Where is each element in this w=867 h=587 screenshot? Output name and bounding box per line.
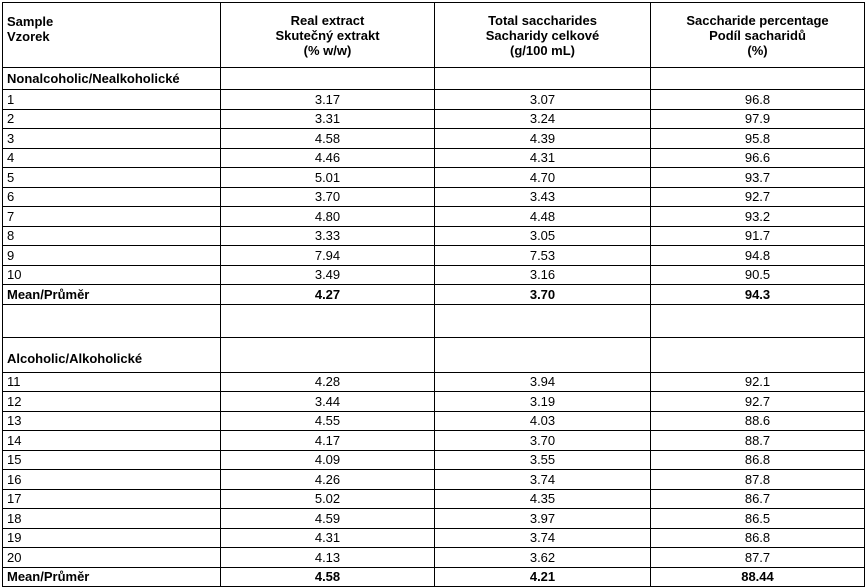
saccharide-percentage-cell: 96.6 <box>651 148 865 168</box>
total-saccharides-cell: 3.16 <box>435 265 651 285</box>
mean-label: Mean/Průměr <box>3 285 221 305</box>
saccharide-percentage-cell: 93.2 <box>651 207 865 227</box>
total-saccharides-cell: 3.74 <box>435 528 651 548</box>
sample-cell: 5 <box>3 168 221 188</box>
real-extract-cell: 4.55 <box>221 411 435 431</box>
table-row <box>3 431 865 451</box>
header-total-saccharides-cz: Sacharidy celkové <box>485 27 600 43</box>
total-saccharides-cell: 7.53 <box>435 246 651 266</box>
table-row <box>3 548 865 568</box>
total-saccharides-cell: 3.43 <box>435 187 651 207</box>
table-row <box>3 168 865 188</box>
table-row <box>3 129 865 149</box>
mean-real-extract: 4.58 <box>221 567 435 587</box>
table-row <box>3 509 865 529</box>
real-extract-cell: 3.49 <box>221 265 435 285</box>
saccharide-percentage-cell: 96.8 <box>651 90 865 110</box>
sample-cell: 18 <box>3 509 221 529</box>
saccharide-percentage-cell: 88.6 <box>651 411 865 431</box>
saccharide-percentage-cell: 87.7 <box>651 548 865 568</box>
real-extract-cell: 4.13 <box>221 548 435 568</box>
mean-real-extract: 4.27 <box>221 285 435 305</box>
real-extract-cell: 4.26 <box>221 470 435 490</box>
mean-saccharide-percentage: 88.44 <box>651 567 865 587</box>
sample-cell: 17 <box>3 489 221 509</box>
header-real-extract-cz: Skutečný extrakt <box>275 27 380 43</box>
mean-label: Mean/Průměr <box>3 567 221 587</box>
real-extract-cell: 3.70 <box>221 187 435 207</box>
real-extract-cell: 4.09 <box>221 450 435 470</box>
mean-total-saccharides: 4.21 <box>435 567 651 587</box>
table-row <box>3 372 865 392</box>
real-extract-cell: 4.58 <box>221 129 435 149</box>
header-sample-cz: Vzorek <box>7 29 50 44</box>
sample-cell: 20 <box>3 548 221 568</box>
mean-row-alcoholic <box>3 567 865 587</box>
total-saccharides-cell: 3.97 <box>435 509 651 529</box>
saccharide-percentage-cell: 86.5 <box>651 509 865 529</box>
saccharide-percentage-cell: 90.5 <box>651 265 865 285</box>
table-row <box>3 246 865 266</box>
table-row <box>3 265 865 285</box>
real-extract-cell: 4.46 <box>221 148 435 168</box>
sample-cell: 10 <box>3 265 221 285</box>
total-saccharides-cell: 3.07 <box>435 90 651 110</box>
mean-row-nonalcoholic <box>3 285 865 305</box>
total-saccharides-cell: 4.03 <box>435 411 651 431</box>
saccharide-percentage-cell: 97.9 <box>651 109 865 129</box>
saccharide-percentage-cell: 86.8 <box>651 450 865 470</box>
real-extract-cell: 5.01 <box>221 168 435 188</box>
total-saccharides-cell: 3.94 <box>435 372 651 392</box>
blank-row <box>3 304 865 337</box>
table-row <box>3 450 865 470</box>
total-saccharides-cell: 3.62 <box>435 548 651 568</box>
real-extract-cell: 4.59 <box>221 509 435 529</box>
sample-cell: 9 <box>3 246 221 266</box>
sample-cell: 3 <box>3 129 221 149</box>
sample-cell: 2 <box>3 109 221 129</box>
header-saccharide-percentage-cz: Podíl sacharidů <box>709 27 806 43</box>
total-saccharides-cell: 4.48 <box>435 207 651 227</box>
saccharide-percentage-cell: 86.7 <box>651 489 865 509</box>
sample-cell: 19 <box>3 528 221 548</box>
table-row <box>3 470 865 490</box>
total-saccharides-cell: 4.39 <box>435 129 651 149</box>
real-extract-cell: 7.94 <box>221 246 435 266</box>
sample-cell: 15 <box>3 450 221 470</box>
real-extract-cell: 4.28 <box>221 372 435 392</box>
real-extract-cell: 4.31 <box>221 528 435 548</box>
real-extract-cell: 4.80 <box>221 207 435 227</box>
header-row <box>3 3 865 68</box>
table-row <box>3 528 865 548</box>
sample-cell: 7 <box>3 207 221 227</box>
header-saccharide-percentage-en: Saccharide percentage <box>686 12 829 28</box>
header-saccharide-percentage <box>651 3 865 68</box>
total-saccharides-cell: 3.24 <box>435 109 651 129</box>
sample-cell: 8 <box>3 226 221 246</box>
table-row <box>3 392 865 412</box>
saccharide-percentage-cell: 88.7 <box>651 431 865 451</box>
saccharide-percentage-cell: 92.1 <box>651 372 865 392</box>
header-saccharide-percentage-unit: (%) <box>747 42 768 58</box>
mean-saccharide-percentage: 94.3 <box>651 285 865 305</box>
header-total-saccharides-unit: (g/100 mL) <box>509 42 575 58</box>
sample-cell: 11 <box>3 372 221 392</box>
total-saccharides-cell: 4.35 <box>435 489 651 509</box>
table-row <box>3 109 865 129</box>
real-extract-cell: 3.33 <box>221 226 435 246</box>
total-saccharides-cell: 3.70 <box>435 431 651 451</box>
section-label-alcoholic: Alcoholic/Alkoholické <box>3 337 221 372</box>
table-row <box>3 207 865 227</box>
saccharide-percentage-cell: 86.8 <box>651 528 865 548</box>
header-real-extract <box>221 3 435 68</box>
real-extract-cell: 3.31 <box>221 109 435 129</box>
header-total-saccharides-en: Total saccharides <box>488 12 597 28</box>
total-saccharides-cell: 4.31 <box>435 148 651 168</box>
saccharide-percentage-cell: 95.8 <box>651 129 865 149</box>
header-total-saccharides <box>435 3 651 68</box>
table-row <box>3 90 865 110</box>
saccharide-percentage-cell: 92.7 <box>651 392 865 412</box>
section-row-nonalcoholic <box>3 68 865 90</box>
saccharide-percentage-cell: 91.7 <box>651 226 865 246</box>
sample-cell: 1 <box>3 90 221 110</box>
sample-cell: 13 <box>3 411 221 431</box>
mean-total-saccharides: 3.70 <box>435 285 651 305</box>
total-saccharides-cell: 3.74 <box>435 470 651 490</box>
section-row-alcoholic <box>3 337 865 372</box>
header-real-extract-unit: (% w/w) <box>303 42 352 58</box>
table-row <box>3 148 865 168</box>
real-extract-cell: 5.02 <box>221 489 435 509</box>
sample-cell: 14 <box>3 431 221 451</box>
real-extract-cell: 3.44 <box>221 392 435 412</box>
table-row <box>3 187 865 207</box>
saccharide-percentage-cell: 92.7 <box>651 187 865 207</box>
header-sample-en: Sample <box>7 14 54 29</box>
header-real-extract-en: Real extract <box>290 12 365 28</box>
table-row <box>3 226 865 246</box>
sample-cell: 6 <box>3 187 221 207</box>
total-saccharides-cell: 4.70 <box>435 168 651 188</box>
saccharide-percentage-cell: 94.8 <box>651 246 865 266</box>
sample-cell: 4 <box>3 148 221 168</box>
total-saccharides-cell: 3.05 <box>435 226 651 246</box>
saccharide-table <box>2 2 865 587</box>
section-label-nonalcoholic: Nonalcoholic/Nealkoholické <box>3 68 221 90</box>
saccharide-percentage-cell: 93.7 <box>651 168 865 188</box>
total-saccharides-cell: 3.55 <box>435 450 651 470</box>
sample-cell: 16 <box>3 470 221 490</box>
real-extract-cell: 4.17 <box>221 431 435 451</box>
saccharide-percentage-cell: 87.8 <box>651 470 865 490</box>
table-row <box>3 411 865 431</box>
table-row <box>3 489 865 509</box>
header-sample <box>3 3 221 68</box>
real-extract-cell: 3.17 <box>221 90 435 110</box>
total-saccharides-cell: 3.19 <box>435 392 651 412</box>
sample-cell: 12 <box>3 392 221 412</box>
